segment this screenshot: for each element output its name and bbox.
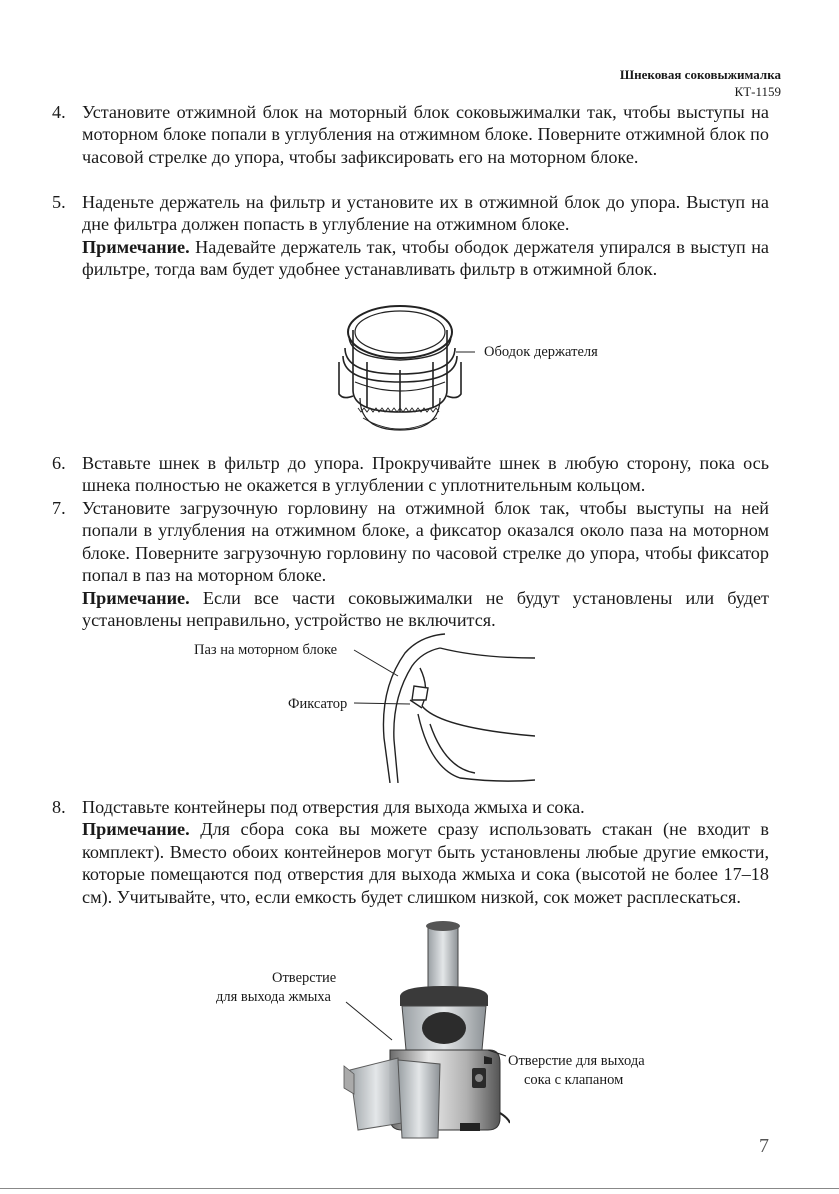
- note-text: Если все части соковыжималки не будут установлены или будет установлены неправильно, устройство не включится.: [82, 587, 769, 631]
- bottom-rule: [0, 1188, 839, 1189]
- juice-outlet-caption-2: сока с клапаном: [524, 1072, 624, 1088]
- slot-caption: Паз на моторном блоке: [194, 642, 338, 658]
- note-label: Примечание.: [82, 236, 190, 257]
- juice-outlet-caption-1: Отверстие для выхода: [508, 1053, 645, 1069]
- step-5: [52, 191, 769, 281]
- holder-rim-caption: Ободок держателя: [484, 344, 598, 360]
- step-text: Наденьте держатель на фильтр и установите их в отжимной блок до упора. Выступ на дне фильтра должен попасть в углубление на отжимном блоке.: [82, 192, 769, 235]
- header-model: КТ-1159: [734, 84, 781, 99]
- step-note: [82, 587, 769, 632]
- note-text: Для сбора сока вы можете сразу использовать стакан (не входит в комплект). Вместо обоих контейнеров могут быть установлены любые другие емкости, которые помещаются под отверстия для выхода жмыха и сока (высотой не более 17–18 см). Учитывайте, что, если емкость будет слишком низкой, сок может расплескаться.: [82, 819, 769, 907]
- pulp-outlet-caption-2: для выхода жмыха: [216, 989, 331, 1005]
- step-text: Установите загрузочную горловину на отжимной блок так, чтобы выступы на ней попали в углубления на отжимном блоке, а фиксатор оказался около паза на моторном блоке. Поверните загрузочную горловину по часовой стрелке до упора, чтобы фиксатор попал в паз на моторном блоке.: [82, 498, 769, 586]
- note-text: Надевайте держатель так, чтобы ободок держателя упирался в выступ на фильтре, тогда вам будет удобнее устанавливать фильтр в отжимной блок.: [82, 236, 769, 280]
- step-4: [52, 101, 769, 168]
- step-6: [52, 452, 769, 497]
- step-8: [52, 796, 769, 908]
- holder-filter-illustration: [325, 290, 475, 440]
- step-number: 6.: [52, 453, 66, 473]
- lock-slot-illustration: [350, 628, 535, 783]
- step-text: Вставьте шнек в фильтр до упора. Прокручивайте шнек в любую сторону, пока ось шнека полностью не окажется в углублении с уплотнительным кольцом.: [82, 453, 769, 496]
- step-number: 8.: [52, 797, 66, 817]
- header-title: Шнековая соковыжималка: [619, 67, 781, 82]
- note-label: Примечание.: [82, 587, 190, 608]
- step-number: 7.: [52, 498, 66, 518]
- pulp-outlet-caption-1: Отверстие: [272, 970, 337, 986]
- lock-caption: Фиксатор: [288, 696, 348, 712]
- page-number: 7: [759, 1135, 769, 1157]
- step-note: [82, 236, 769, 281]
- step-text: Подставьте контейнеры под отверстия для выхода жмыха и сока.: [82, 797, 585, 817]
- page-header: [620, 66, 781, 100]
- step-7: [52, 497, 769, 631]
- step-note: [82, 818, 769, 908]
- note-label: Примечание.: [82, 819, 190, 840]
- juicer-callout-lines: [340, 1000, 510, 1060]
- step-text: Установите отжимной блок на моторный блок соковыжималки так, чтобы выступы на моторном блоке попали в углубления на отжимном блоке. Поверните отжимной блок по часовой стрелке до упора, чтобы зафиксировать его на моторном блоке.: [82, 102, 769, 167]
- step-number: 4.: [52, 102, 66, 122]
- step-number: 5.: [52, 192, 66, 212]
